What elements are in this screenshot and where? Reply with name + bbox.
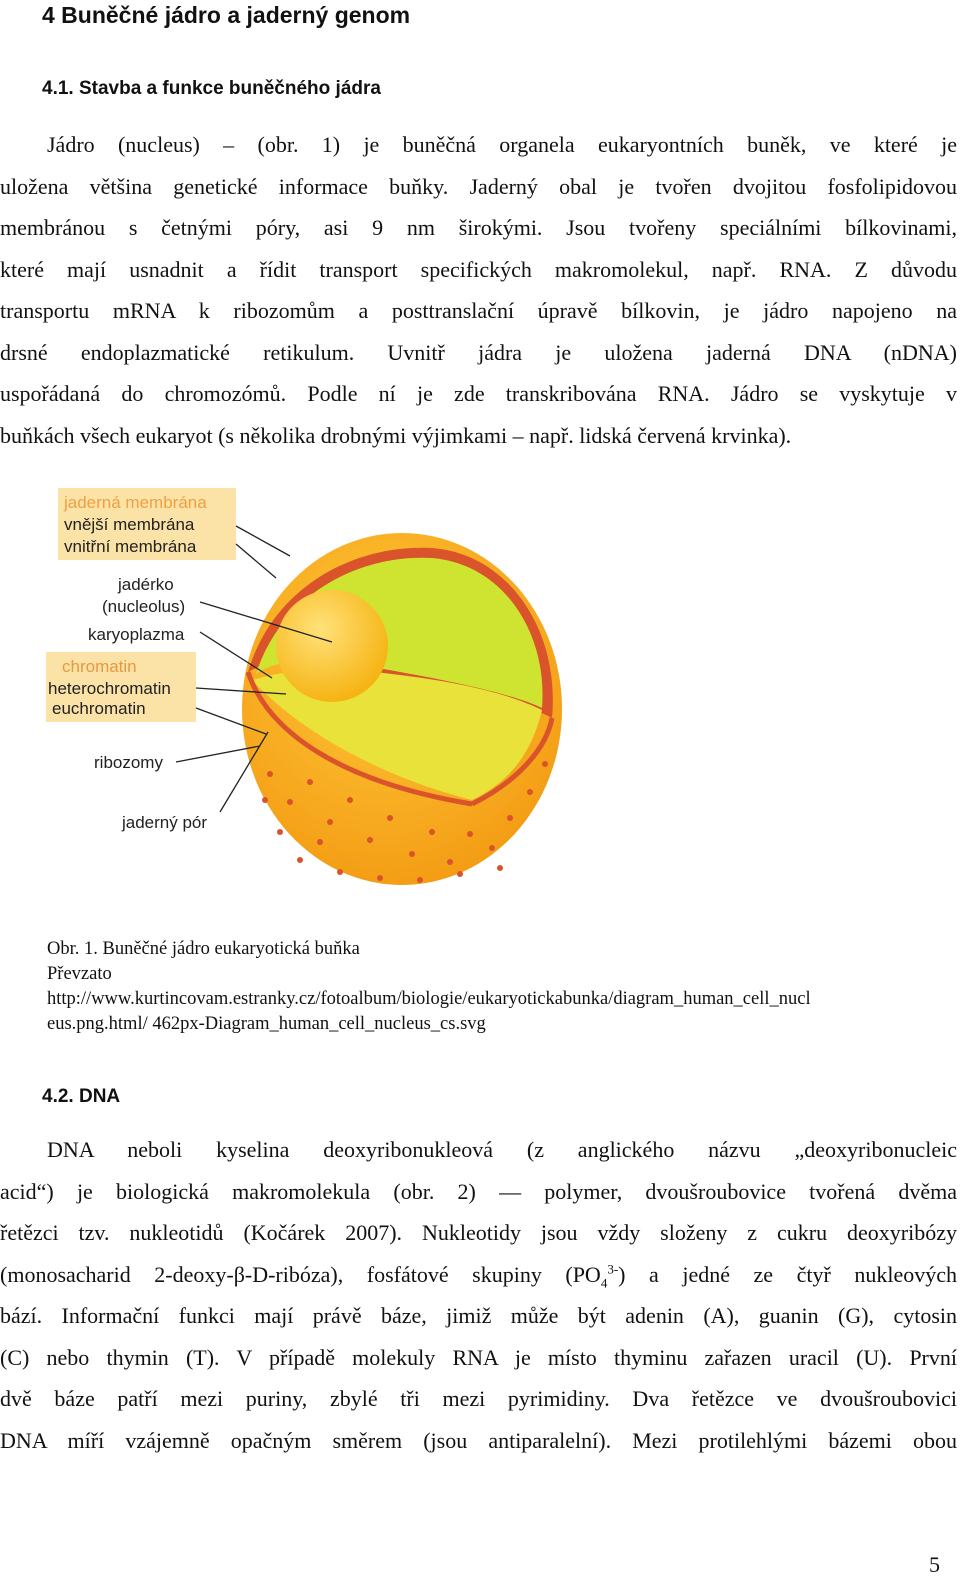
nucleolus <box>276 590 388 702</box>
paragraph-line: uložena většina genetické informace buňky. Jaderný obal je tvořen dvojitou fosfolipidovou <box>0 173 957 199</box>
paragraph-line-formula <box>0 1254 957 1296</box>
paragraph-dna <box>0 1129 957 1461</box>
label-karyoplazma: karyoplazma <box>88 625 185 644</box>
label-jaderna-membrana: jaderná membrána <box>64 493 207 512</box>
formula-after: ) a jedné ze čtyř nukleových <box>618 1261 957 1287</box>
paragraph-line: které mají usnadnit a řídit transport specifických makromolekul, např. RNA. Z důvodu <box>0 256 957 282</box>
label-jaderko: jadérko <box>118 575 174 594</box>
label-ribozomy: ribozomy <box>94 753 163 772</box>
paragraph-line: buňkách všech eukaryot (s několika drobnými výjimkami – např. lidská červená krvinka). <box>0 422 792 448</box>
paragraph-line: membránou s četnými póry, asi 9 nm širokými. Jsou tvořeny speciálními bílkovinami, <box>0 215 957 240</box>
chapter-heading: 4 Buněčné jádro a jaderný genom <box>42 2 411 28</box>
caption-line: Převzato <box>47 964 112 984</box>
section-heading-dna: 4.2. DNA <box>42 1086 121 1107</box>
paragraph-line: drsné endoplazmatické retikulum. Uvnitř jádra je uložena jaderná DNA (nDNA) <box>0 339 957 365</box>
label-chromatin: chromatin <box>62 657 137 676</box>
page-number: 5 <box>929 1552 940 1577</box>
label-heterochromatin: heterochromatin <box>48 679 171 698</box>
paragraph-line: Jádro (nucleus) – (obr. 1) je buněčná organela eukaryontních buněk, ve které je <box>47 132 957 157</box>
paragraph-line: DNA míří vzájemně opačným směrem (jsou antiparalelní). Mezi protilehlými bázemi obou <box>0 1427 957 1453</box>
phosphate-subscript: 4 <box>600 1274 608 1290</box>
section-heading-structure: 4.1. Stavba a funkce buněčného jádra <box>42 78 381 99</box>
paragraph-line: řetězci tzv. nukleotidů (Kočárek 2007). Nukleotidy jsou vždy složeny z cukru deoxyribózy <box>0 1220 957 1245</box>
caption-line: Obr. 1. Buněčné jádro eukaryotická buňka <box>47 939 360 959</box>
paragraph-line: dvě báze patří mezi puriny, zbylé tři mezi pyrimidiny. Dva řetězce ve dvoušroubovici <box>0 1386 957 1411</box>
paragraph-line: DNA neboli kyselina deoxyribonukleová (z anglického názvu „deoxyribonucleic <box>47 1137 957 1162</box>
label-jaderny-por: jaderný pór <box>122 813 208 832</box>
label-euchromatin: euchromatin <box>52 699 146 718</box>
paragraph-line: (C) nebo thymin (T). V případě molekuly RNA je místo thyminu zařazen uracil (U). První <box>0 1344 957 1370</box>
figure-caption <box>47 937 947 1037</box>
paragraph-line: transportu mRNA k ribozomům a posttranslační úpravě bílkovin, je jádro napojeno na <box>0 298 957 323</box>
formula-before: (monosacharid 2-deoxy-β-D-ribóza), fosfátové skupiny (PO <box>0 1261 601 1287</box>
paragraph-line: acid“) je biologická makromolekula (obr. 2) — polymer, dvoušroubovice tvořená dvěma <box>0 1178 957 1204</box>
caption-line: http://www.kurtincovam.estranky.cz/fotoalbum/biologie/eukaryotickabunka/diagram_human_cell_nucl <box>47 989 811 1009</box>
paragraph-line: uspořádaná do chromozómů. Podle ní je zde transkribována RNA. Jádro se vyskytuje v <box>0 381 957 406</box>
paragraph-line: bází. Informační funkci mají právě báze, jimiž může být adenin (A), guanin (G), cytosin <box>0 1303 957 1328</box>
nucleus-diagram <box>40 482 580 902</box>
label-vnitrni-membrana: vnitřní membrána <box>64 537 197 556</box>
phosphate-superscript: 3- <box>607 1261 619 1277</box>
caption-line: eus.png.html/ 462px-Diagram_human_cell_nucleus_cs.svg <box>47 1014 486 1034</box>
label-nucleolus: (nucleolus) <box>102 597 186 616</box>
label-vnejsi-membrana: vnější membrána <box>64 515 195 534</box>
paragraph-nucleus <box>0 124 957 456</box>
